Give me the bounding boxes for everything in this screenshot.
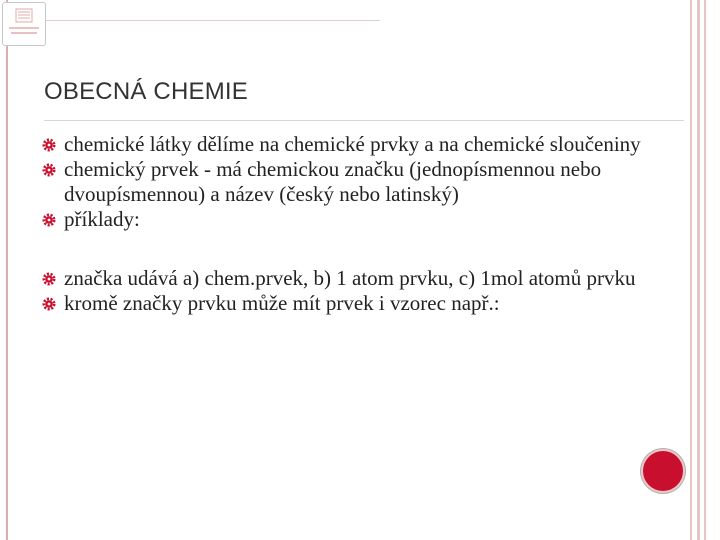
right-border-line xyxy=(690,0,692,540)
top-border-line xyxy=(10,20,380,21)
slide-title: OBECNÁ CHEMIE xyxy=(44,78,248,105)
bullet-text: chemické látky dělíme na chemické prvky a na chemické sloučeniny xyxy=(64,132,641,156)
bullet-list xyxy=(42,132,642,316)
bullet-text: chemický prvek - má chemickou značku (jednopísmennou nebo dvoupísmennou) a název (český nebo latinský) xyxy=(64,157,602,206)
bullet-text: kromě značky prvku může mít prvek i vzorec např.: xyxy=(64,291,500,315)
left-border-line xyxy=(6,0,8,540)
red-circle-decoration xyxy=(641,449,685,493)
gear-bullet-icon xyxy=(42,138,56,152)
list-item xyxy=(42,266,642,291)
gear-bullet-icon xyxy=(42,297,56,311)
school-logo xyxy=(2,2,46,46)
list-item xyxy=(42,157,642,207)
gear-bullet-icon xyxy=(42,272,56,286)
title-underline xyxy=(44,120,684,121)
list-item xyxy=(42,132,642,157)
bullet-text: značka udává a) chem.prvek, b) 1 atom prvku, c) 1mol atomů prvku xyxy=(64,266,636,290)
bullet-text: příklady: xyxy=(64,207,140,231)
right-border-line xyxy=(704,0,706,540)
right-border-line xyxy=(697,0,700,540)
gear-bullet-icon xyxy=(42,163,56,177)
list-item xyxy=(42,291,642,316)
list-item xyxy=(42,207,642,232)
gear-bullet-icon xyxy=(42,213,56,227)
